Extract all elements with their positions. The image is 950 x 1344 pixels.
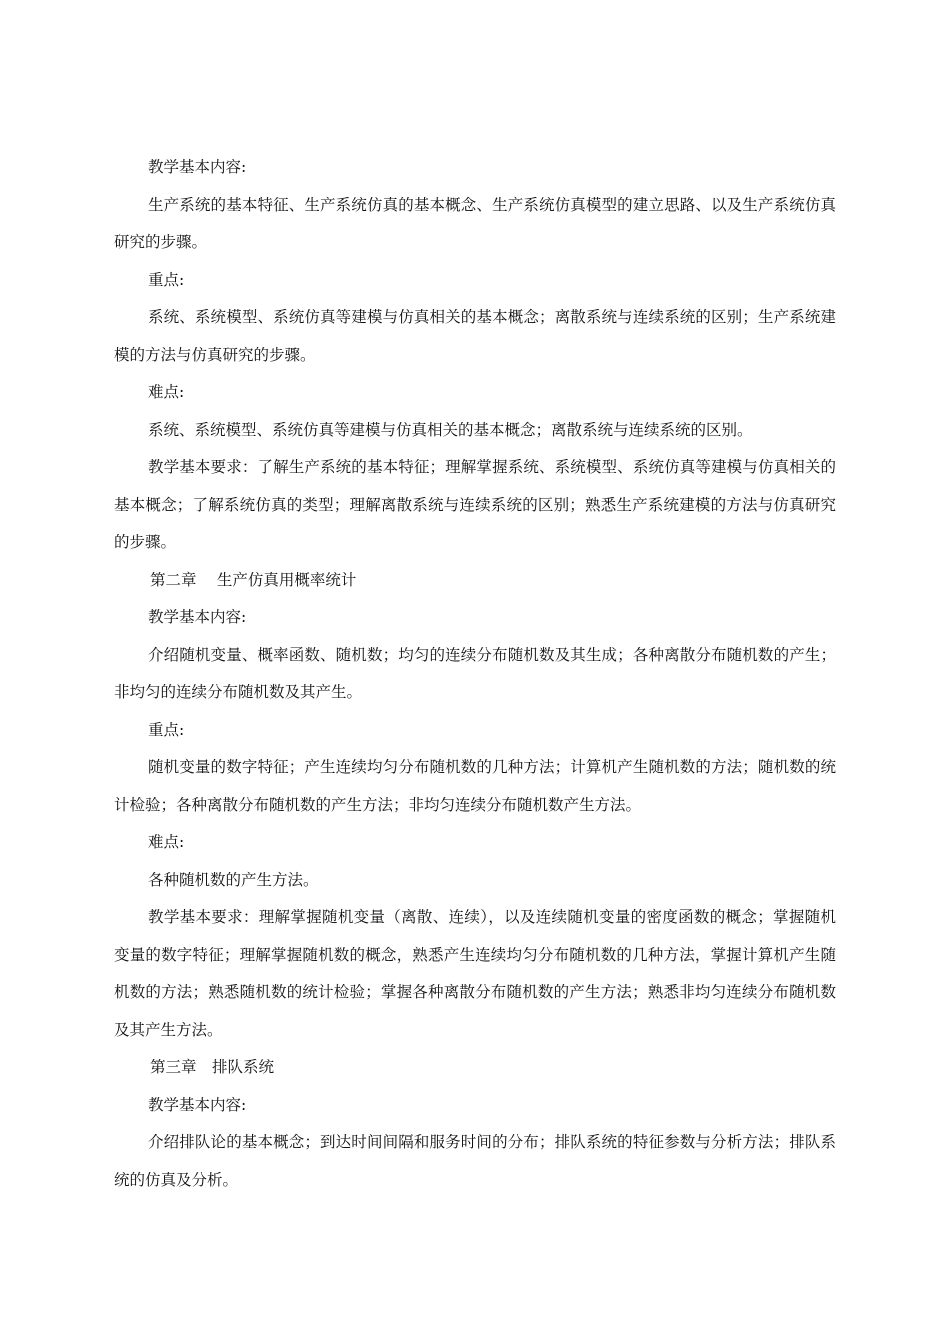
- chapter-3-heading: 第三章 排队系统: [150, 1058, 275, 1076]
- ch3-content-label: 教学基本内容:: [148, 1095, 247, 1114]
- ch1-content-label: 教学基本内容:: [148, 158, 247, 176]
- ch3-content-text: 介绍排队论的基本概念；到达时间间隔和服务时间的分布；排队系统的特征参数与分析方法；排队系统的仿真及分析。: [114, 1133, 836, 1189]
- ch1-key-label: 重点:: [148, 270, 185, 289]
- ch1-difficulty-label: 难点:: [148, 383, 185, 401]
- ch2-content-label: 教学基本内容:: [148, 608, 247, 626]
- ch1-content-text: 生产系统的基本特征、生产系统仿真的基本概念、生产系统仿真模型的建立思路、以及生产系统仿真研究的步骤。: [114, 195, 836, 251]
- ch2-difficulty-text: 各种随机数的产生方法。: [148, 870, 319, 889]
- ch1-key-text: 系统、系统模型、系统仿真等建模与仿真相关的基本概念；离散系统与连续系统的区别；生产系统建模的方法与仿真研究的步骤。: [114, 308, 836, 364]
- ch2-key-text: 随机变量的数字特征；产生连续均匀分布随机数的几种方法；计算机产生随机数的方法；随机数的统计检验；各种离散分布随机数的产生方法；非均匀连续分布随机数产生方法。: [114, 758, 836, 814]
- ch2-requirements-text: 教学基本要求：理解掌握随机变量（离散、连续），以及连续随机变量的密度函数的概念；掌握随机变量的数字特征；理解掌握随机数的概念，熟悉产生连续均匀分布随机数的几种方法，掌握计算机产生随机数的方法；熟悉随机数的统计检验；掌握各种离散分布随机数的产生方法；熟悉非均匀连续分布随机数及其产生方法。: [114, 908, 836, 1039]
- ch2-key-label: 重点:: [148, 720, 185, 739]
- ch1-requirements-text: 教学基本要求：了解生产系统的基本特征；理解掌握系统、系统模型、系统仿真等建模与仿真相关的基本概念；了解系统仿真的类型；理解离散系统与连续系统的区别；熟悉生产系统建模的方法与仿真研究的步骤。: [114, 458, 836, 551]
- ch2-difficulty-label: 难点:: [148, 833, 185, 851]
- ch1-difficulty-text: 系统、系统模型、系统仿真等建模与仿真相关的基本概念；离散系统与连续系统的区别。: [148, 420, 753, 439]
- ch2-content-text: 介绍随机变量、概率函数、随机数；均匀的连续分布随机数及其生成；各种离散分布随机数的产生；非均匀的连续分布随机数及其产生。: [114, 645, 836, 701]
- chapter-2-heading: 第二章 生产仿真用概率统计: [150, 570, 357, 589]
- document-body: [114, 149, 836, 1199]
